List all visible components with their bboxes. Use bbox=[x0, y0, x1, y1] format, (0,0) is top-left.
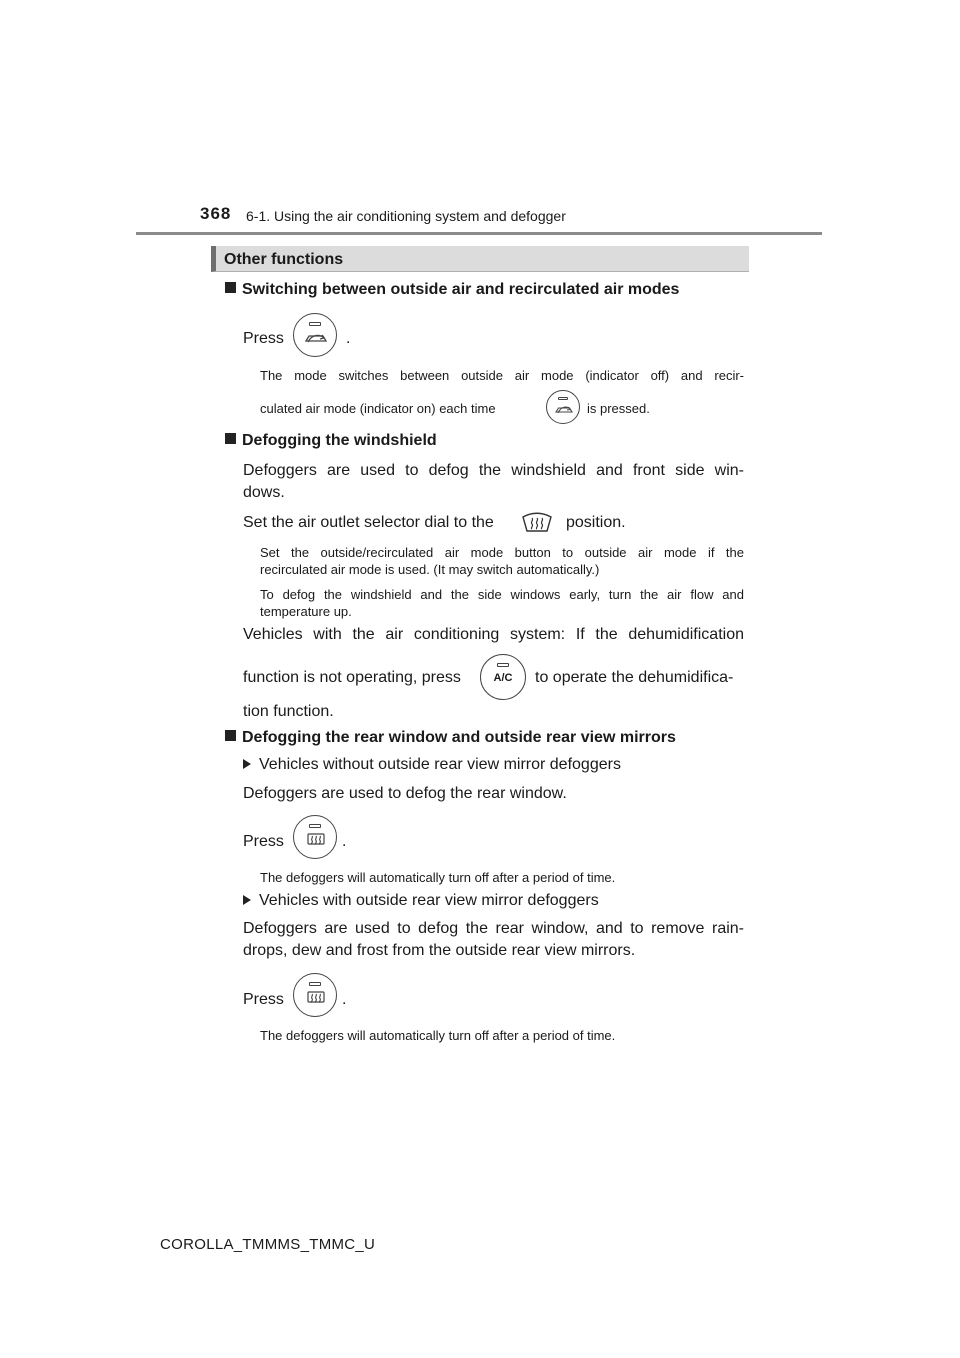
dial-text-start: Set the air outlet selector dial to the bbox=[243, 514, 494, 531]
press-text: Press bbox=[243, 330, 284, 347]
note-windshield2-line1: To defog the windshield and the side windows early, turn the air flow and bbox=[260, 587, 744, 602]
rear-defog-icon bbox=[294, 816, 338, 860]
dial-text-end: position. bbox=[566, 514, 626, 531]
recirculation-icon bbox=[547, 391, 581, 425]
variant2-note: The defoggers will automatically turn off after a period of time. bbox=[260, 1028, 616, 1043]
press-text: Press bbox=[243, 991, 284, 1008]
note-recirc-line2-end: is pressed. bbox=[587, 401, 650, 416]
heading-text: Switching between outside air and recirculated air modes bbox=[242, 281, 680, 298]
note-recirc-line2-start: culated air mode (indicator on) each time bbox=[260, 401, 496, 416]
ac-button-icon bbox=[480, 654, 526, 700]
rear-defog-button-icon bbox=[293, 815, 337, 859]
recirculation-button-small-icon bbox=[546, 390, 580, 424]
variant2-description-line2: drops, dew and frost from the outside rear view mirrors. bbox=[243, 942, 636, 959]
triangle-bullet-icon bbox=[243, 759, 251, 769]
period: . bbox=[346, 330, 351, 347]
section-title: Other functions bbox=[224, 251, 344, 268]
heading-windshield bbox=[225, 432, 437, 450]
variant1-text: Vehicles without outside rear view mirror defoggers bbox=[259, 756, 621, 773]
variant2-description-line1: Defoggers are used to defog the rear window, and to remove rain- bbox=[243, 920, 744, 937]
period: . bbox=[342, 833, 347, 850]
press-text: Press bbox=[243, 833, 284, 850]
ac-text-line2-end: to operate the dehumidifica- bbox=[535, 669, 734, 686]
variant2-text: Vehicles with outside rear view mirror defoggers bbox=[259, 892, 599, 909]
heading-rear bbox=[225, 729, 676, 747]
ac-text-line2-start: function is not operating, press bbox=[243, 669, 461, 686]
variant2-label bbox=[243, 891, 599, 911]
chapter-title: 6-1. Using the air conditioning system and defogger bbox=[246, 208, 566, 224]
note-windshield1-line1: Set the outside/recirculated air mode button to outside air mode if the bbox=[260, 545, 744, 560]
rear-defog-icon bbox=[294, 974, 338, 1018]
ac-label: A/C bbox=[493, 672, 513, 684]
variant1-label bbox=[243, 755, 621, 775]
rear-defog-button-icon bbox=[293, 973, 337, 1017]
ac-text-line1: Vehicles with the air conditioning system: If the dehumidification bbox=[243, 626, 744, 643]
ac-text-line3: tion function. bbox=[243, 703, 334, 720]
windshield-para-line1: Defoggers are used to defog the windshield and front side win- bbox=[243, 462, 744, 479]
period: . bbox=[342, 991, 347, 1008]
variant1-note: The defoggers will automatically turn off after a period of time. bbox=[260, 870, 616, 885]
windshield-para-line2: dows. bbox=[243, 484, 285, 501]
recirculation-button-icon bbox=[293, 313, 337, 357]
note-windshield1-line2: recirculated air mode is used. (It may switch automatically.) bbox=[260, 562, 600, 577]
heading-text: Defogging the windshield bbox=[242, 432, 437, 449]
square-bullet-icon bbox=[225, 730, 236, 741]
square-bullet-icon bbox=[225, 433, 236, 444]
triangle-bullet-icon bbox=[243, 895, 251, 905]
square-bullet-icon bbox=[225, 282, 236, 293]
heading-text: Defogging the rear window and outside rear view mirrors bbox=[242, 729, 676, 746]
page-number: 368 bbox=[200, 204, 232, 223]
note-recirc-line1: The mode switches between outside air mode (indicator off) and recir- bbox=[260, 368, 744, 383]
header-divider bbox=[136, 232, 822, 235]
note-windshield2-line2: temperature up. bbox=[260, 604, 352, 619]
footer-doc-id: COROLLA_TMMMS_TMMC_U bbox=[160, 1236, 376, 1253]
windshield-defog-icon bbox=[520, 509, 554, 535]
variant1-description: Defoggers are used to defog the rear window. bbox=[243, 785, 567, 802]
heading-switching bbox=[225, 281, 679, 299]
recirculation-icon bbox=[294, 314, 338, 358]
